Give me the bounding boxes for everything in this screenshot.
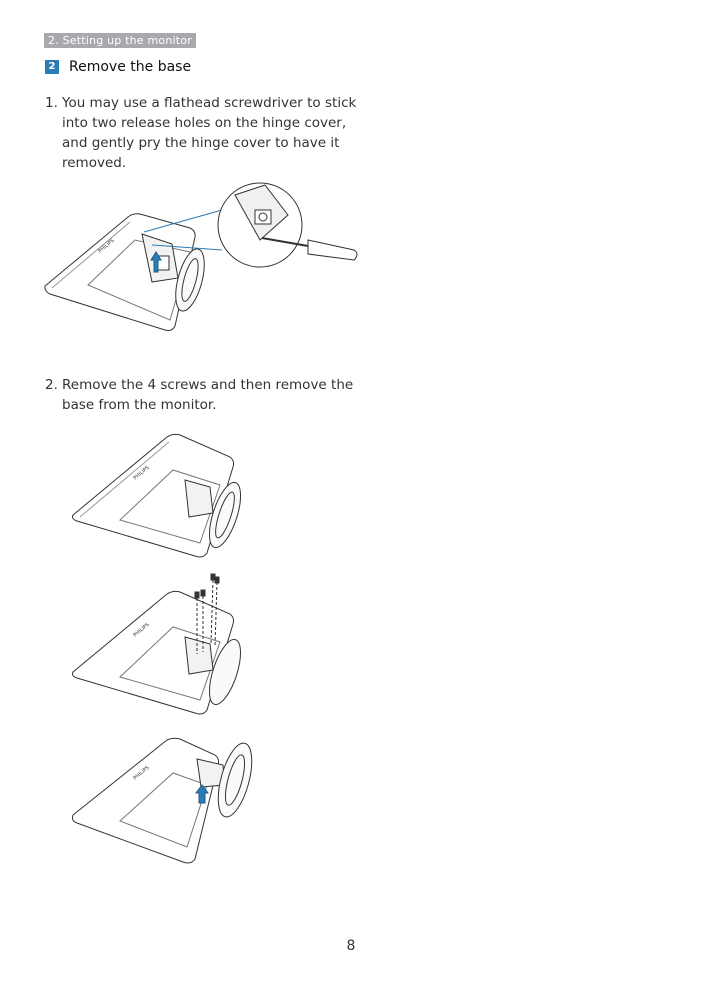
step-1-number: 1. (45, 95, 58, 111)
zoom-circle (218, 183, 302, 267)
brand-mark: PHILIPS (97, 237, 116, 255)
monitor-with-base-illustration (65, 425, 265, 565)
step-2 (45, 375, 375, 415)
section-number-badge: 2 (45, 60, 59, 74)
pry-hinge-cover-illustration (40, 170, 370, 345)
remove-screws-illustration (65, 572, 265, 722)
brand-mark: PHILIPS (132, 621, 151, 639)
step-2-number: 2. (45, 377, 58, 393)
page-number: 8 (346, 938, 356, 954)
base-disc (170, 246, 210, 314)
step-1 (45, 93, 375, 173)
screw-icons (195, 574, 219, 598)
brand-mark: PHILIPS (132, 764, 151, 782)
brand-mark: PHILIPS (132, 464, 151, 482)
chapter-label: 2. Setting up the monitor (44, 33, 196, 48)
section-heading (45, 59, 191, 75)
section-title: Remove the base (69, 59, 192, 75)
step-1-text: You may use a flathead screwdriver to stick into two release holes on the hinge cover, and gently pry the hinge cover to have it removed. (62, 95, 357, 171)
step-2-text: Remove the 4 screws and then remove the base from the monitor. (62, 377, 354, 413)
lift-off-base-illustration (65, 735, 265, 875)
callout-line (144, 210, 222, 232)
